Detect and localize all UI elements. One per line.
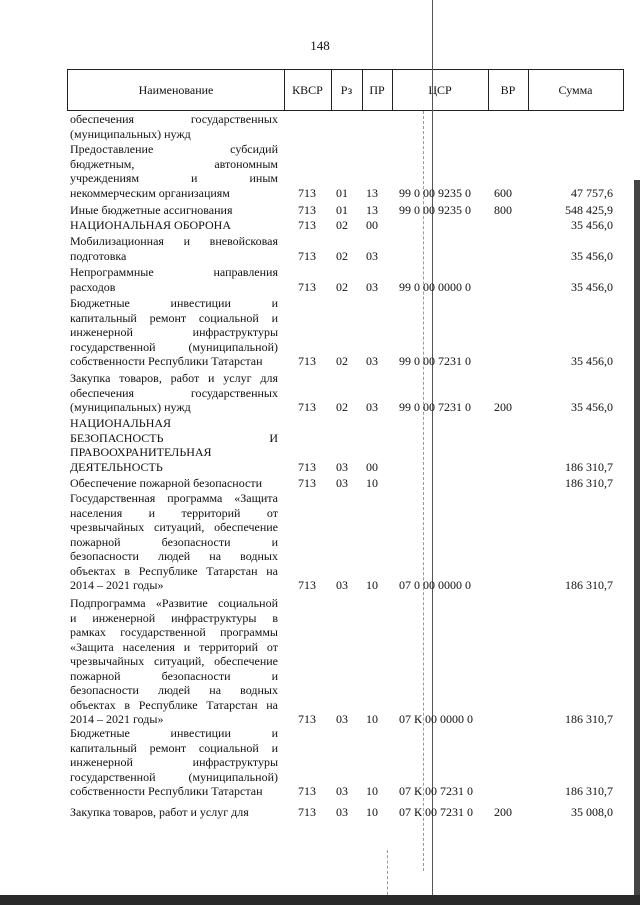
- cell-csr: 07 0 00 0000 0: [399, 578, 471, 592]
- header-csr: ЦСР: [428, 83, 452, 97]
- cell-csr: 07 К 00 0000 0: [399, 712, 474, 726]
- cell-kvsr: 713: [298, 203, 316, 217]
- row-name: [70, 416, 278, 474]
- cell-pr: 10: [366, 784, 378, 798]
- row-name-line: рамках государственной программы: [70, 625, 278, 639]
- table-header: [67, 69, 624, 111]
- row-name-line: государственной (муниципальной): [70, 769, 278, 784]
- row-name-line: Подпрограмма «Развитие социальной: [70, 596, 278, 610]
- row-name-line: обеспечения государственных: [70, 112, 278, 126]
- cell-pr: 00: [366, 459, 378, 474]
- row-name-line: государственной (муниципальной): [70, 339, 278, 354]
- cell-vr: 600: [494, 185, 512, 200]
- row-name-line: Закупка товаров, работ и услуг для: [70, 371, 278, 385]
- header-rz: Рз: [340, 83, 353, 97]
- cell-rz: 03: [336, 805, 348, 819]
- cell-pr: 13: [366, 185, 378, 200]
- row-name-line: Мобилизационная и вневойсковая: [70, 234, 278, 248]
- cell-csr: 07 К 00 7231 0: [399, 784, 474, 798]
- scan-edge: [0, 895, 640, 905]
- row-name-line: пожарной безопасности и: [70, 534, 278, 549]
- row-name-line: расходов: [70, 279, 116, 294]
- cell-kvsr: 713: [298, 218, 316, 232]
- row-name-line: ПРАВООХРАНИТЕЛЬНАЯ: [70, 445, 212, 459]
- row-name-line: чрезвычайных ситуаций, обеспечение: [70, 520, 278, 534]
- cell-rz: 03: [336, 784, 348, 798]
- row-name-line: инженерной инфраструктуры: [70, 325, 278, 339]
- row-name-line: 2014 – 2021 годы»: [70, 578, 164, 592]
- row-name-line: Обеспечение пожарной безопасности: [70, 476, 263, 490]
- cell-rz: 01: [336, 185, 348, 200]
- cell-pr: 10: [366, 805, 378, 819]
- row-name-line: безопасности людей на водных: [70, 549, 278, 563]
- row-name-line: Бюджетные инвестиции и: [70, 296, 278, 310]
- row-name-line: безопасности людей на водных: [70, 683, 278, 697]
- page-number: 148: [310, 38, 330, 53]
- row-name-line: учреждениям и иным: [70, 171, 278, 185]
- row-name: [70, 112, 278, 141]
- cell-kvsr: 713: [298, 805, 316, 819]
- row-name: [70, 476, 278, 491]
- header-vr: ВР: [500, 83, 516, 97]
- row-name-line: инженерной инфраструктуры: [70, 755, 278, 769]
- cell-kvsr: 713: [298, 185, 316, 200]
- cell-sum: 47 757,6: [571, 185, 613, 200]
- cell-vr: 800: [494, 203, 512, 217]
- row-name-line: (муниципальных) нужд: [70, 400, 191, 414]
- row-name: [70, 296, 278, 369]
- cell-pr: 13: [366, 203, 378, 217]
- cell-pr: 10: [366, 578, 378, 592]
- row-name-line: Иные бюджетные ассигнования: [70, 203, 233, 217]
- row-name-line: пожарной безопасности и: [70, 668, 278, 683]
- cell-sum: 186 310,7: [565, 712, 613, 726]
- cell-sum: 186 310,7: [565, 784, 613, 798]
- cell-kvsr: 713: [298, 279, 316, 294]
- cell-rz: 03: [336, 578, 348, 592]
- row-name-line: «Защита населения и территорий от: [70, 639, 278, 654]
- cell-pr: 10: [366, 712, 378, 726]
- row-name-line: Непрограммные направления: [70, 265, 278, 279]
- cell-csr: 99 0 00 7231 0: [399, 400, 471, 414]
- cell-kvsr: 713: [298, 248, 316, 263]
- row-name-line: собственности Республики Татарстан: [70, 784, 263, 798]
- cell-csr: 99 0 00 0000 0: [399, 279, 471, 294]
- row-name: [70, 596, 278, 727]
- row-name: [70, 805, 278, 820]
- cell-rz: 02: [336, 400, 348, 414]
- row-name-line: Государственная программа «Защита: [70, 491, 278, 505]
- cell-csr: 99 0 00 9235 0: [399, 203, 471, 217]
- row-name: [70, 491, 278, 593]
- row-name-line: Предоставление субсидий: [70, 142, 278, 156]
- row-name-line: объектах в Республике Татарстан на: [70, 697, 278, 712]
- cell-kvsr: 713: [298, 354, 316, 368]
- row-name-line: НАЦИОНАЛЬНАЯ ОБОРОНА: [70, 218, 231, 232]
- row-name-line: населения и территорий от: [70, 505, 278, 520]
- row-name-line: обеспечения государственных: [70, 385, 278, 400]
- cell-sum: 35 456,0: [571, 279, 613, 294]
- row-name: [70, 203, 278, 218]
- cell-rz: 01: [336, 203, 348, 217]
- cell-pr: 03: [366, 400, 378, 414]
- cell-csr: 99 0 00 9235 0: [399, 185, 471, 200]
- row-name: [70, 218, 278, 233]
- row-name: [70, 265, 278, 294]
- row-name-line: бюджетным, автономным: [70, 156, 278, 171]
- cell-pr: 03: [366, 248, 378, 263]
- row-name-line: капитальный ремонт социальной и: [70, 740, 278, 755]
- cell-rz: 03: [336, 476, 348, 490]
- row-name-line: Бюджетные инвестиции и: [70, 726, 278, 740]
- row-name: [70, 142, 278, 200]
- row-name-line: ДЕЯТЕЛЬНОСТЬ: [70, 459, 163, 474]
- cell-csr: 07 К 00 7231 0: [399, 805, 474, 819]
- scan-line-faint: [387, 850, 388, 900]
- cell-sum: 186 310,7: [565, 578, 613, 592]
- row-name-line: 2014 – 2021 годы»: [70, 712, 164, 726]
- row-name-line: объектах в Республике Татарстан на: [70, 563, 278, 578]
- cell-sum: 548 425,9: [565, 203, 613, 217]
- cell-rz: 02: [336, 248, 348, 263]
- scan-line: [432, 0, 433, 905]
- cell-sum: 35 456,0: [571, 218, 613, 232]
- cell-pr: 03: [366, 279, 378, 294]
- cell-csr: 99 0 00 7231 0: [399, 354, 471, 368]
- cell-rz: 03: [336, 712, 348, 726]
- cell-rz: 02: [336, 354, 348, 368]
- cell-vr: 200: [494, 805, 512, 819]
- row-name-line: БЕЗОПАСНОСТЬ И: [70, 430, 278, 445]
- cell-kvsr: 713: [298, 784, 316, 798]
- scan-line-faint: [423, 111, 424, 871]
- cell-sum: 186 310,7: [565, 459, 613, 474]
- row-name-line: капитальный ремонт социальной и: [70, 310, 278, 325]
- cell-pr: 10: [366, 476, 378, 490]
- cell-kvsr: 713: [298, 400, 316, 414]
- cell-pr: 03: [366, 354, 378, 368]
- row-name-line: НАЦИОНАЛЬНАЯ: [70, 416, 172, 430]
- cell-rz: 02: [336, 279, 348, 294]
- header-sum: Сумма: [558, 83, 593, 97]
- cell-vr: 200: [494, 400, 512, 414]
- row-name-line: собственности Республики Татарстан: [70, 354, 263, 368]
- row-name-line: и инженерной инфраструктуры в: [70, 610, 278, 625]
- row-name-line: Закупка товаров, работ и услуг для: [70, 805, 249, 819]
- header-pr: ПР: [369, 83, 385, 97]
- cell-sum: 35 456,0: [571, 248, 613, 263]
- cell-rz: 02: [336, 218, 348, 232]
- row-name-line: чрезвычайных ситуаций, обеспечение: [70, 654, 278, 668]
- cell-sum: 35 008,0: [571, 805, 613, 819]
- cell-sum: 35 456,0: [571, 354, 613, 368]
- row-name-line: подготовка: [70, 248, 127, 263]
- cell-pr: 00: [366, 218, 378, 232]
- cell-kvsr: 713: [298, 459, 316, 474]
- cell-kvsr: 713: [298, 476, 316, 490]
- row-name-line: некоммерческим организациям: [70, 185, 230, 200]
- cell-kvsr: 713: [298, 712, 316, 726]
- scan-edge: [634, 180, 640, 905]
- row-name: [70, 726, 278, 799]
- cell-kvsr: 713: [298, 578, 316, 592]
- header-name: Наименование: [138, 83, 214, 97]
- row-name: [70, 371, 278, 415]
- cell-sum: 35 456,0: [571, 400, 613, 414]
- row-name: [70, 234, 278, 263]
- cell-rz: 03: [336, 459, 348, 474]
- row-name-line: (муниципальных) нужд: [70, 126, 191, 141]
- cell-sum: 186 310,7: [565, 476, 613, 490]
- header-kvsr: КВСР: [292, 83, 323, 97]
